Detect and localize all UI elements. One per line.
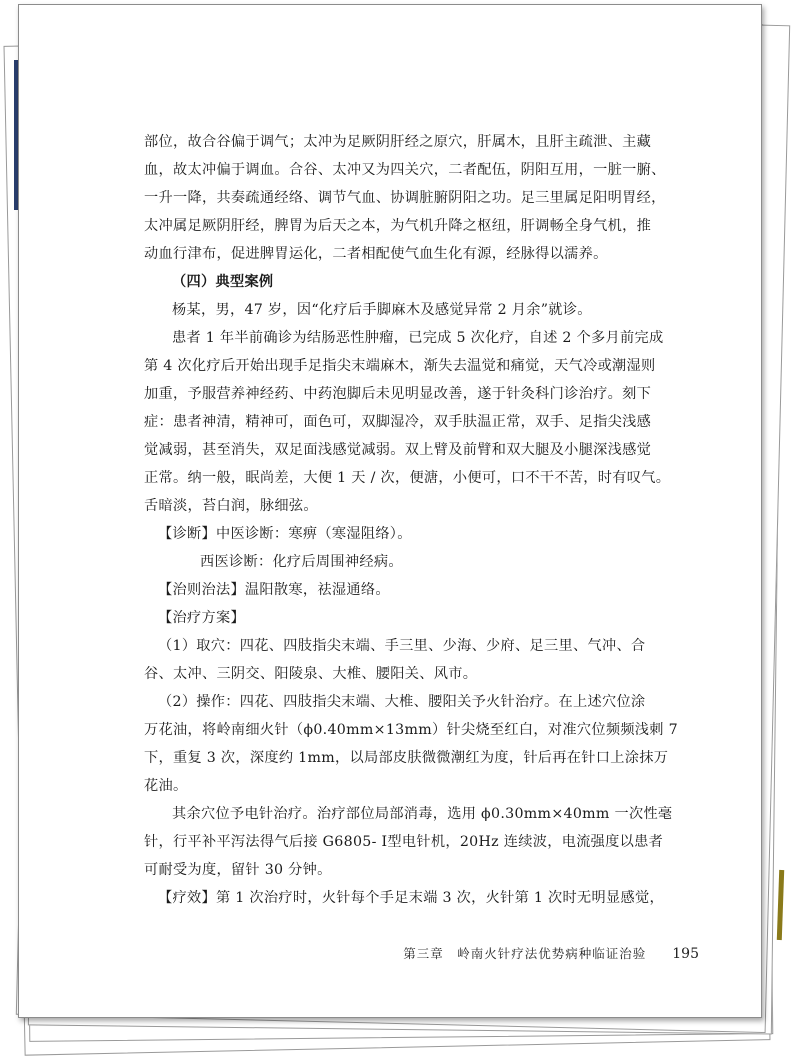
- body-line: 症：患者神清，精神可，面色可，双脚湿冷，双手肤温正常，双手、足指尖浅感: [144, 414, 652, 430]
- body-line: （2）操作：四花、四肢指尖末端、大椎、腰阳关予火针治疗。在上述穴位涂: [158, 694, 646, 710]
- body-line: 患者 1 年半前确诊为结肠恶性肿瘤，已完成 5 次化疗，自述 2 个多月前完成: [172, 330, 664, 346]
- body-line: 动血行津布，促进脾胃运化，二者相配使气血生化有源，经脉得以濡养。: [144, 246, 608, 262]
- treatment-principle-line: 【治则治法】温阳散寒，祛湿通络。: [158, 582, 390, 598]
- page-number: 195: [672, 946, 699, 962]
- body-line: 针，行平补平泻法得气后接 G6805- Ⅰ型电针机，20Hz 连续波，电流强度以患者: [144, 834, 664, 850]
- body-line: 第 4 次化疗后开始出现手足指尖末端麻木，渐失去温觉和痛觉，天气冷或潮湿则: [144, 358, 656, 374]
- treatment-plan-heading: 【治疗方案】: [158, 610, 245, 626]
- page-footer: [19, 944, 699, 962]
- body-line: 花油。: [144, 778, 188, 794]
- body-line: 觉减弱，甚至消失，双足面浅感觉减弱。双上臂及前臂和双大腿及小腿深浅感觉: [144, 442, 652, 458]
- body-line: 舌暗淡，苔白润，脉细弦。: [144, 498, 318, 514]
- page-body: [144, 128, 684, 912]
- body-line: 太冲属足厥阴肝经，脾胃为后天之本，为气机升降之枢纽，肝调畅全身气机，推: [144, 218, 652, 234]
- diagnosis-line: 西医诊断：化疗后周围神经病。: [200, 554, 403, 570]
- body-line: 下，重复 3 次，深度约 1mm，以局部皮肤微微潮红为度，针后再在针口上涂抹万: [144, 750, 669, 766]
- body-line: 谷、太冲、三阴交、阳陵泉、大椎、腰阳关、风市。: [144, 666, 478, 682]
- body-line: 其余穴位予电针治疗。治疗部位局部消毒，选用 ϕ0.30mm×40mm 一次性毫: [172, 806, 673, 822]
- running-footer-chapter: 第三章 岭南火针疗法优势病种临证治验: [403, 946, 647, 961]
- body-line: 杨某，男，47 岁，因“化疗后手脚麻木及感觉异常 2 月余”就诊。: [172, 302, 592, 318]
- section-heading: （四）典型案例: [172, 274, 274, 290]
- body-line: （1）取穴：四花、四肢指尖末端、手三里、少海、少府、足三里、气冲、合: [158, 638, 646, 654]
- book-page: [18, 4, 762, 1018]
- body-line: 部位，故合谷偏于调气；太冲为足厥阴肝经之原穴，肝属木，且肝主疏泄、主藏: [144, 134, 652, 150]
- body-line: 正常。纳一般，眠尚差，大便 1 天 / 次，便溏，小便可，口不干不苦，时有叹气。: [144, 470, 671, 486]
- book-cover-edge: [777, 870, 784, 940]
- body-line: 加重，予服营养神经药、中药泡脚后未见明显改善，遂于针灸科门诊治疗。刻下: [144, 386, 652, 402]
- diagnosis-line: 【诊断】中医诊断：寒痹（寒湿阻络）。: [158, 526, 412, 542]
- body-line: 可耐受为度，留针 30 分钟。: [144, 862, 332, 878]
- efficacy-line: 【疗效】第 1 次治疗时，火针每个手足末端 3 次，火针第 1 次时无明显感觉，: [158, 890, 664, 906]
- body-line: 血，故太冲偏于调血。合谷、太冲又为四关穴，二者配伍，阴阳互用，一脏一腑、: [144, 162, 666, 178]
- body-line: 一升一降，共奏疏通经络、调节气血、协调脏腑阴阳之功。足三里属足阳明胃经，: [144, 190, 666, 206]
- body-line: 万花油，将岭南细火针（ϕ0.40mm×13mm）针尖烧至红白，对准穴位频频浅刺 7: [144, 722, 678, 738]
